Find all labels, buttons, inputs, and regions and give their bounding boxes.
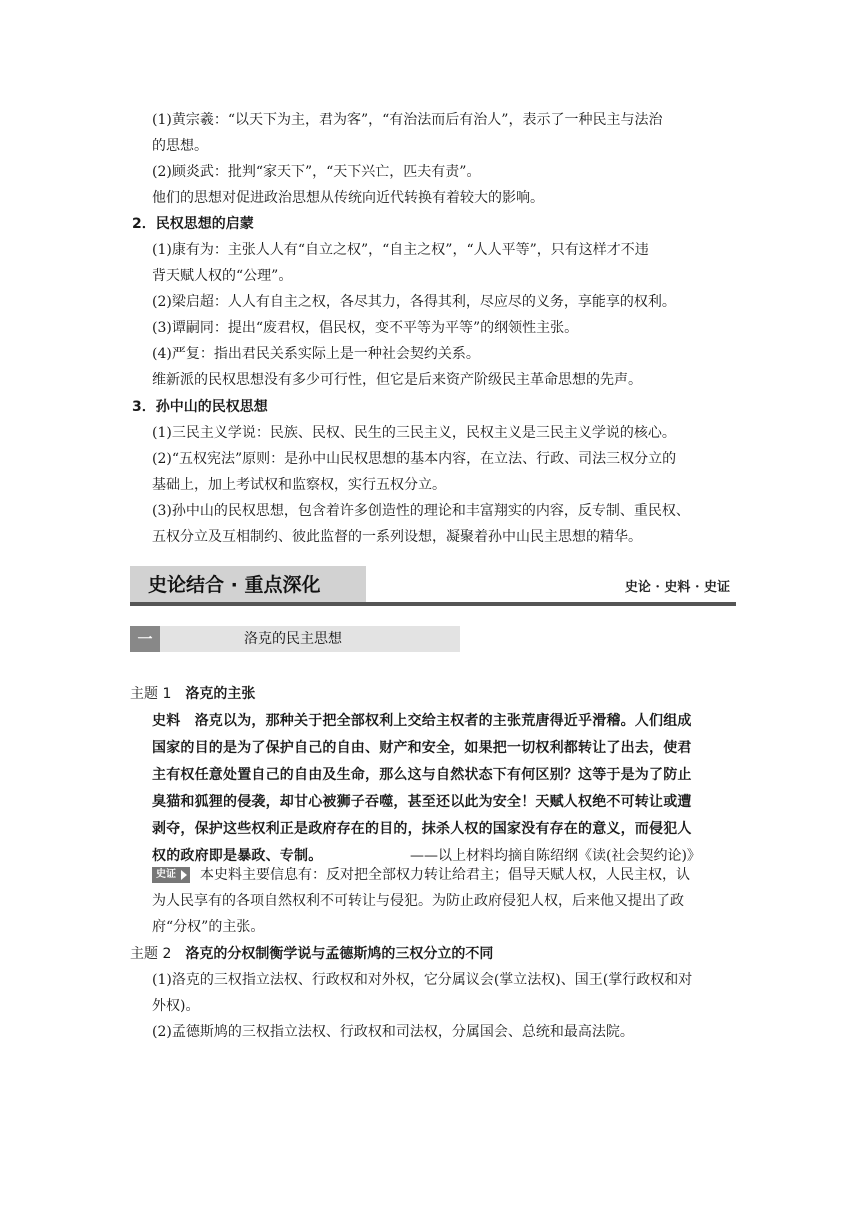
evidence-line: 府“分权”的主张。 [152, 919, 265, 935]
banner-subtitle: 史论 · 史料 · 史证 [624, 580, 730, 595]
section-number: 一 [130, 626, 160, 652]
body-line: 他们的思想对促进政治思想从传统向近代转换有着较大的影响。 [152, 190, 544, 206]
body-line: (2)孟德斯鸠的三权指立法权、行政权和司法权，分属国会、总统和最高法院。 [152, 1024, 634, 1040]
topic-title: 洛克的主张 [185, 686, 256, 702]
topic-heading [130, 681, 255, 707]
section-heading: 3．孙中山的民权思想 [132, 399, 268, 415]
body-line: 的思想。 [152, 138, 208, 154]
source-line: 史料 洛克以为，那种关于把全部权利上交给主权者的主张荒唐得近乎滑稽。人们组成 [152, 713, 692, 729]
arrow-right-icon [181, 870, 187, 880]
topic-section-bar [130, 626, 460, 652]
source-line: 权的政府即是暴政、专制。 [152, 848, 323, 864]
body-line: (3)孙中山的民权思想，包含着许多创造性的理论和丰富翔实的内容，反专制、重民权、 [152, 503, 690, 519]
body-line: (2)“五权宪法”原则：是孙中山民权思想的基本内容，在立法、行政、司法三权分立的 [152, 451, 677, 467]
source-citation: ——以上材料均摘自陈绍纲《读(社会契约论)》 [410, 848, 701, 864]
evidence-badge: 史证 [152, 867, 190, 883]
banner-title: 史论结合 · 重点深化 [148, 574, 321, 596]
body-line: (1)洛克的三权指立法权、行政权和对外权，它分属议会(掌立法权)、国王(掌行政权和对 [152, 972, 693, 988]
section-title: 洛克的民主思想 [244, 631, 342, 647]
body-line: 五权分立及互相制约、彼此监督的一系列设想，凝聚着孙中山民主思想的精华。 [152, 529, 642, 545]
topic-heading [130, 941, 493, 967]
section-heading: 2．民权思想的启蒙 [132, 216, 254, 232]
topic-label: 主题 1 [130, 686, 172, 702]
source-line: 国家的目的是为了保护自己的自由、财产和安全，如果把一切权利都转让了出去，使君 [152, 740, 692, 756]
body-line: 维新派的民权思想没有多少可行性，但它是后来资产阶级民主革命思想的先声。 [152, 372, 642, 388]
body-line: (1)康有为：主张人人有“自立之权”，“自主之权”，“人人平等”，只有这样才不违 [152, 242, 649, 258]
section-banner [130, 566, 736, 606]
evidence-line: 为人民享有的各项自然权利不可转让与侵犯。为防止政府侵犯人权，后来他又提出了政 [152, 893, 684, 909]
topic-label: 主题 2 [130, 946, 172, 962]
body-line: 基础上，加上考试权和监察权，实行五权分立。 [152, 477, 446, 493]
body-line: (4)严复：指出君民关系实际上是一种社会契约关系。 [152, 346, 480, 362]
source-line: 主有权任意处置自己的自由及生命，那么这与自然状态下有何区别？这等于是为了防止 [152, 767, 692, 783]
body-line: (3)谭嗣同：提出“废君权，倡民权，变不平等为平等”的纲领性主张。 [152, 320, 579, 336]
body-line: (2)顾炎武：批判“家天下”，“天下兴亡，匹夫有责”。 [152, 164, 481, 180]
source-line: 臭猫和狐狸的侵袭，却甘心被狮子吞噬，甚至还以此为安全！天赋人权绝不可转让或遭 [152, 794, 692, 810]
source-line: 剥夺，保护这些权利正是政府存在的目的，抹杀人权的国家没有存在的意义，而侵犯人 [152, 821, 692, 837]
body-line: (1)三民主义学说：民族、民权、民生的三民主义，民权主义是三民主义学说的核心。 [152, 425, 676, 441]
body-line: (1)黄宗羲：“以天下为主，君为客”，“有治法而后有治人”，表示了一种民主与法治 [152, 112, 663, 128]
evidence-line: 史证 本史料主要信息有：反对把全部权力转让给君主；倡导天赋人权，人民主权，认 [152, 862, 690, 888]
body-line: 外权)。 [152, 998, 200, 1014]
body-line: 背天赋人权的“公理”。 [152, 268, 293, 284]
topic-title: 洛克的分权制衡学说与孟德斯鸠的三权分立的不同 [185, 946, 494, 962]
body-line: (2)梁启超：人人有自主之权，各尽其力，各得其利，尽应尽的义务，享能享的权利。 [152, 294, 676, 310]
banner-rule [130, 602, 736, 606]
